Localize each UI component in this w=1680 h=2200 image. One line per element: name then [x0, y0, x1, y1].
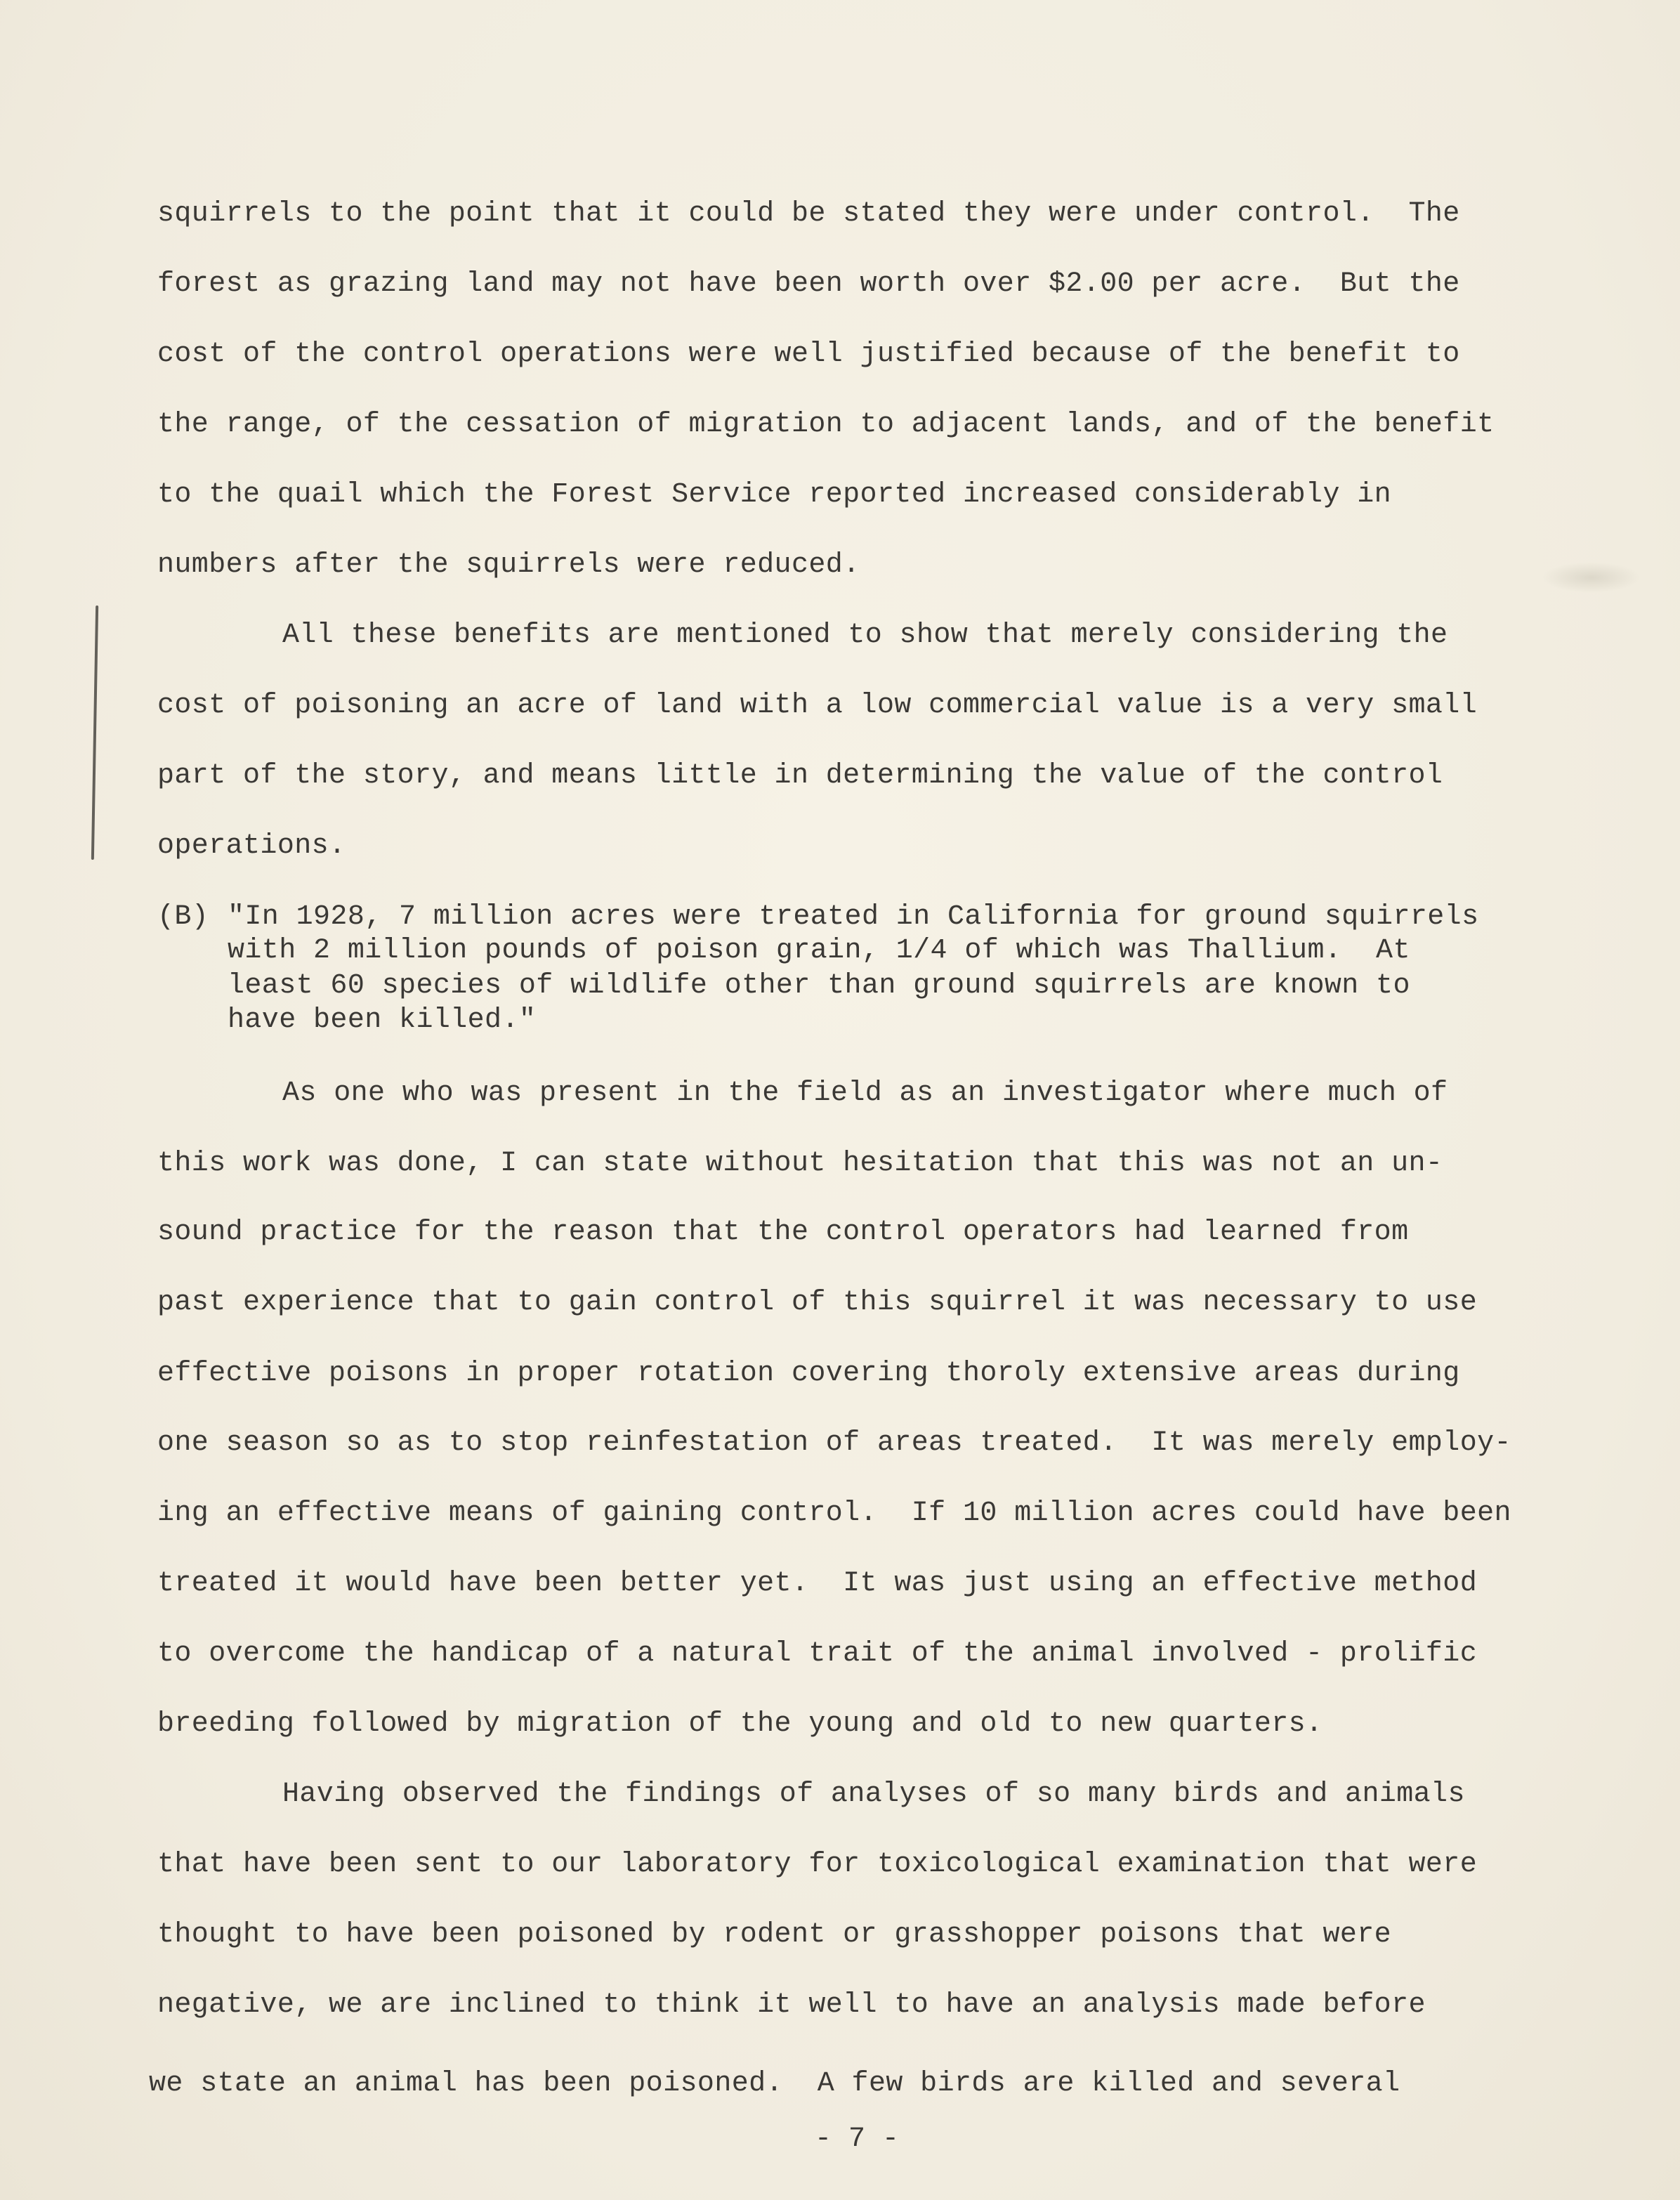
- text-line: As one who was present in the field as an investigator where much of: [282, 1078, 1448, 1109]
- paper-smudge: [1542, 562, 1641, 593]
- text-line: effective poisons in proper rotation covering thoroly extensive areas during: [157, 1358, 1460, 1389]
- text-line: All these benefits are mentioned to show that merely considering the: [282, 620, 1448, 651]
- margin-pencil-mark: [91, 605, 98, 860]
- text-line: thought to have been poisoned by rodent or grasshopper poisons that were: [157, 1919, 1392, 1951]
- text-line: part of the story, and means little in determining the value of the control: [157, 760, 1443, 792]
- text-line: numbers after the squirrels were reduced.: [157, 549, 860, 581]
- text-line: that have been sent to our laboratory for toxicological examination that were: [157, 1849, 1478, 1880]
- text-line: squirrels to the point that it could be stated they were under control. The: [157, 198, 1460, 230]
- text-line: Having observed the findings of analyses of so many birds and animals: [282, 1779, 1465, 1810]
- text-line: we state an animal has been poisoned. A few birds are killed and several: [149, 2068, 1400, 2100]
- quote-line: least 60 species of wildlife other than ground squirrels are known to: [228, 970, 1410, 1002]
- text-line: to overcome the handicap of a natural trait of the animal involved - prolific: [157, 1638, 1478, 1670]
- text-line: negative, we are inclined to think it well to have an analysis made before: [157, 1989, 1426, 2021]
- text-line: past experience that to gain control of this squirrel it was necessary to use: [157, 1287, 1478, 1318]
- text-line: cost of poisoning an acre of land with a low commercial value is a very small: [157, 690, 1478, 721]
- text-line: cost of the control operations were well justified because of the benefit to: [157, 339, 1460, 370]
- quote-line: with 2 million pounds of poison grain, 1/4 of which was Thallium. At: [228, 935, 1410, 967]
- text-line: one season so as to stop reinfestation of areas treated. It was merely employ-: [157, 1427, 1511, 1459]
- text-line: sound practice for the reason that the control operators had learned from: [157, 1217, 1409, 1248]
- text-line: operations.: [157, 830, 346, 862]
- text-line: this work was done, I can state without hesitation that this was not an un-: [157, 1148, 1443, 1179]
- text-line: to the quail which the Forest Service reported increased considerably in: [157, 479, 1392, 511]
- quote-label: (B): [157, 901, 209, 933]
- text-line: ing an effective means of gaining control. If 10 million acres could have been: [157, 1498, 1511, 1529]
- page-number: - 7 -: [815, 2123, 900, 2155]
- text-line: breeding followed by migration of the young and old to new quarters.: [157, 1708, 1323, 1740]
- text-line: forest as grazing land may not have been worth over $2.00 per acre. But the: [157, 268, 1460, 300]
- text-line: treated it would have been better yet. It was just using an effective method: [157, 1568, 1478, 1599]
- text-line: the range, of the cessation of migration to adjacent lands, and of the benefit: [157, 409, 1495, 440]
- quote-line: have been killed.": [228, 1004, 537, 1036]
- quote-line: "In 1928, 7 million acres were treated in California for ground squirrels: [228, 901, 1479, 933]
